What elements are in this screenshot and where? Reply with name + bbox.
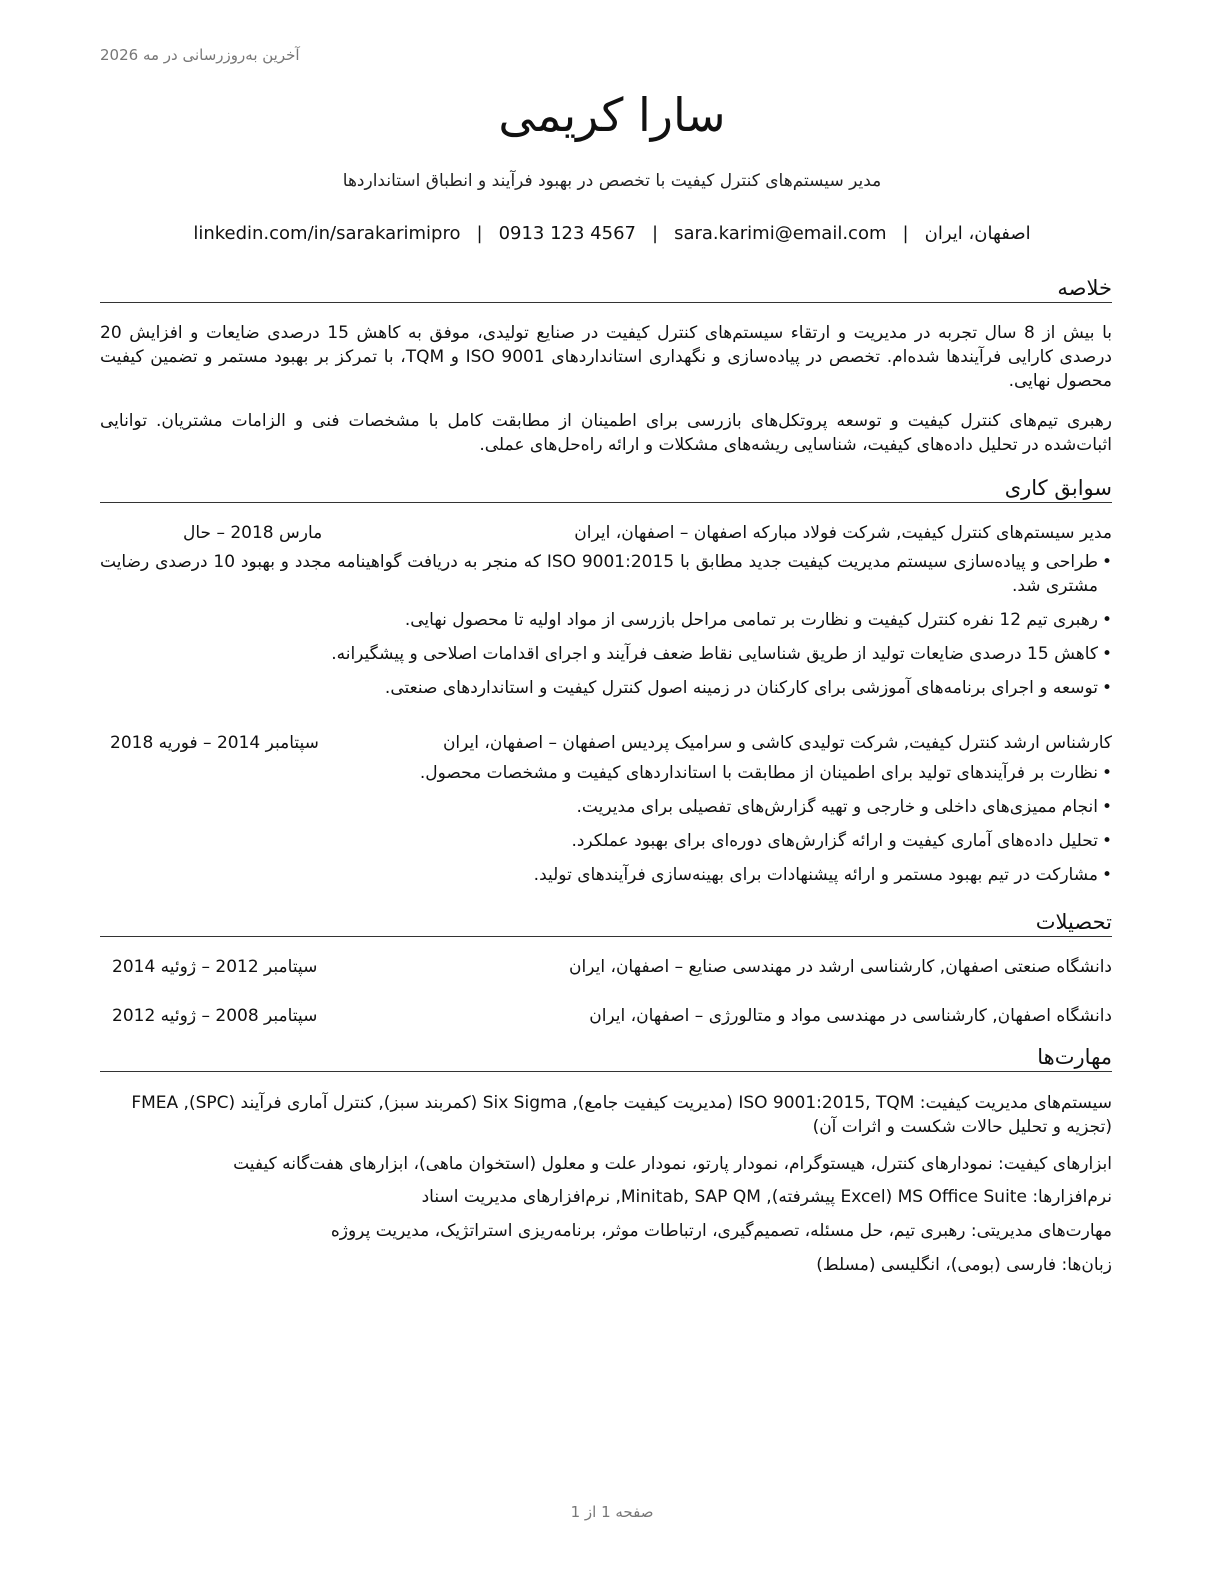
skill-line: ابزارهای کیفیت: نمودارهای کنترل، هیستوگرام، نمودار پارتو، نمودار علت و معلول (استخوان ماهی)، ابزارهای هفت‌گانه کیفیت <box>233 1154 1112 1174</box>
education-date: سپتامبر 2008 – ژوئیه 2012 <box>112 1006 318 1026</box>
skill-line: سیستم‌های مدیریت کیفیت: ISO 9001:2015, TQM (مدیریت کیفیت جامع), Six Sigma (کمربند سبز), کنترل آماری فرآیند (SPC), FMEA (تجزیه و تحلیل حالات شکست و اثرات آن) <box>131 1093 1112 1137</box>
education-title: دانشگاه صنعتی اصفهان, کارشناسی ارشد در مهندسی صنایع – اصفهان، ایران <box>569 957 1112 977</box>
skills-heading: مهارت‌ها <box>100 1045 1112 1072</box>
list-item: • تحلیل داده‌های آماری کیفیت و ارائه گزارش‌های دوره‌ای برای بهبود عملکرد. <box>100 829 1112 853</box>
summary-paragraph: با بیش از 8 سال تجربه در مدیریت و ارتقاء سیستم‌های کنترل کیفیت در صنایع تولیدی، موفق به کاهش 15 درصدی ضایعات و افزایش 20 درصدی کارایی فرآیندها شده‌ام. تخصص در پیاده‌سازی و نگهداری استانداردهای ISO 9001 و TQM، با تمرکز بر بهبود مستمر و تضمین کیفیت محصول نهایی. <box>100 323 1113 391</box>
list-item: • مشارکت در تیم بهبود مستمر و ارائه پیشنهادات برای بهینه‌سازی فرآیندهای تولید. <box>100 863 1112 887</box>
education-heading: تحصیلات <box>100 910 1112 937</box>
contact-linkedin[interactable]: linkedin.com/in/sarakarimipro <box>193 223 461 244</box>
education-item <box>100 1004 1112 1028</box>
skill-line: زبان‌ها: فارسی (بومی)، انگلیسی (مسلط) <box>816 1255 1112 1275</box>
skill-line: نرم‌افزارها: MS Office Suite (Excel پیشرفته), Minitab, SAP QM, نرم‌افزارهای مدیریت اسناد <box>421 1187 1112 1207</box>
page-number: صفحه 1 از 1 <box>570 1503 654 1521</box>
list-item: • نظارت بر فرآیندهای تولید برای اطمینان از مطابقت با استانداردهای کیفیت و مشخصات محصول. <box>100 761 1112 785</box>
summary-paragraph: رهبری تیم‌های کنترل کیفیت و توسعه پروتکل‌های بازرسی برای اطمینان از مطابقت کامل با مشخصات فنی و الزامات مشتریان. توانایی اثبات‌شده در تحلیل داده‌های کیفیت، شناسایی ریشه‌های مشکلات و ارائه راه‌حل‌های عملی. <box>100 411 1112 455</box>
list-item: • توسعه و اجرای برنامه‌های آموزشی برای کارکنان در زمینه اصول کنترل کیفیت و استانداردهای صنعتی. <box>100 676 1112 700</box>
job-bullets <box>100 761 1112 897</box>
last-updated: آخرین به‌روزرسانی در مه 2026 <box>100 46 300 64</box>
job-title: مدیر سیستم‌های کنترل کیفیت, شرکت فولاد مبارکه اصفهان – اصفهان، ایران <box>574 523 1112 543</box>
contact-location: اصفهان، ایران <box>924 223 1031 244</box>
job-date: مارس 2018 – حال <box>183 523 323 543</box>
education-item <box>100 955 1112 979</box>
contact-line <box>0 223 1224 244</box>
skill-line: مهارت‌های مدیریتی: رهبری تیم، حل مسئله، تصمیم‌گیری، ارتباطات موثر، برنامه‌ریزی استراتژیک، مدیریت پروژه <box>330 1221 1112 1241</box>
contact-email[interactable]: sara.karimi@email.com <box>674 223 887 244</box>
contact-separator: | <box>476 223 483 244</box>
summary-heading: خلاصه <box>100 276 1112 303</box>
job-header <box>100 521 1112 545</box>
education-title: دانشگاه اصفهان, کارشناسی در مهندسی مواد و متالورژی – اصفهان، ایران <box>589 1006 1112 1026</box>
list-item: • رهبری تیم 12 نفره کنترل کیفیت و نظارت بر تمامی مراحل بازرسی از مواد اولیه تا محصول نهایی. <box>100 608 1112 632</box>
job-title: کارشناس ارشد کنترل کیفیت, شرکت تولیدی کاشی و سرامیک پردیس اصفهان – اصفهان، ایران <box>442 733 1112 753</box>
experience-heading: سوابق کاری <box>100 476 1112 503</box>
candidate-name: سارا کریمی <box>498 88 726 142</box>
job-bullets <box>100 550 1112 710</box>
contact-separator: | <box>651 223 659 244</box>
list-item: • انجام ممیزی‌های داخلی و خارجی و تهیه گزارش‌های تفصیلی برای مدیریت. <box>100 795 1112 819</box>
job-date: سپتامبر 2014 – فوریه 2018 <box>110 733 319 753</box>
job-header <box>100 731 1112 755</box>
education-date: سپتامبر 2012 – ژوئیه 2014 <box>112 957 318 977</box>
list-item: • طراحی و پیاده‌سازی سیستم مدیریت کیفیت جدید مطابق با ISO 9001:2015 که منجر به دریافت گواهینامه مجدد و بهبود 10 درصدی رضایت مشتری شد. <box>100 550 1112 598</box>
contact-phone[interactable]: 0913 123 4567 <box>498 223 636 244</box>
tagline: مدیر سیستم‌های کنترل کیفیت با تخصص در بهبود فرآیند و انطباق استانداردها <box>342 171 882 191</box>
list-item: • کاهش 15 درصدی ضایعات تولید از طریق شناسایی نقاط ضعف فرآیند و اجرای اقدامات اصلاحی و پیشگیرانه. <box>100 642 1112 666</box>
contact-separator: | <box>902 223 909 244</box>
